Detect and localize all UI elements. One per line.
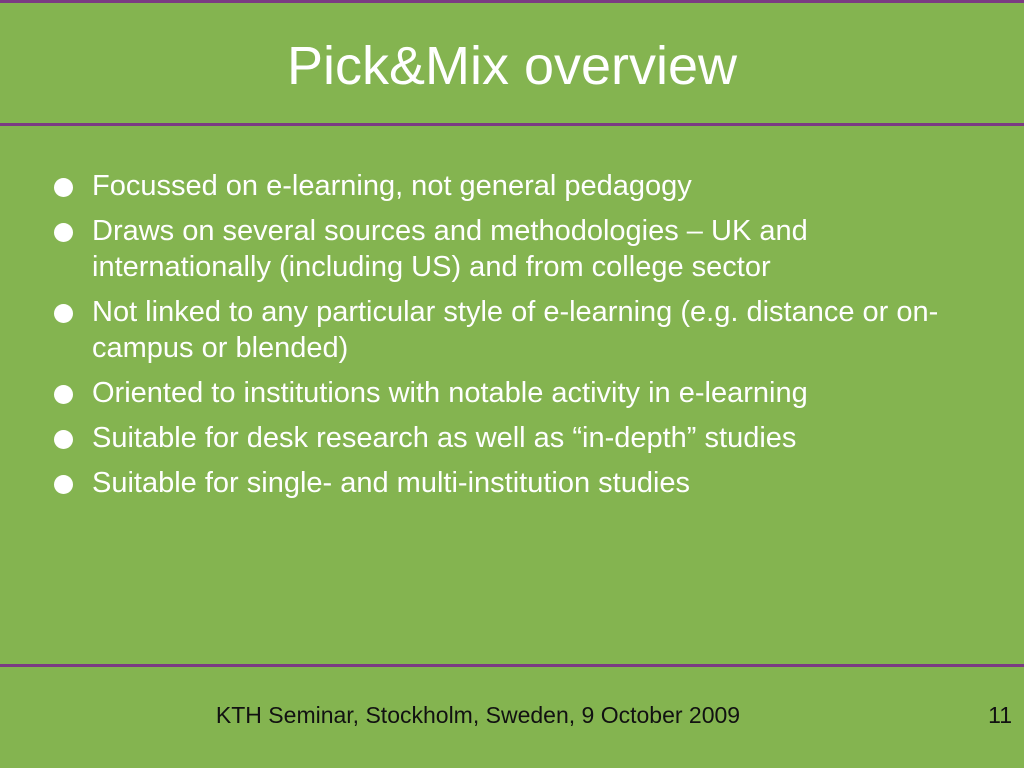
bullet-dot-icon bbox=[54, 475, 73, 494]
bullet-dot-icon bbox=[54, 304, 73, 323]
bullet-item bbox=[54, 420, 954, 456]
top-divider bbox=[0, 0, 1024, 3]
bullet-dot-icon bbox=[54, 178, 73, 197]
bullet-text: Focussed on e-learning, not general pedagogy bbox=[92, 170, 692, 202]
footer-divider bbox=[0, 664, 1024, 667]
bullet-item bbox=[54, 294, 954, 366]
bullet-text: Oriented to institutions with notable activity in e-learning bbox=[92, 377, 808, 409]
bullet-dot-icon bbox=[54, 430, 73, 449]
bullet-text: Suitable for desk research as well as “in-depth” studies bbox=[92, 422, 797, 454]
bullet-text: Draws on several sources and methodologies – UK and internationally (including US) and from college sector bbox=[92, 215, 808, 283]
footer-text: KTH Seminar, Stockholm, Sweden, 9 October 2009 bbox=[215, 702, 741, 728]
bullet-item bbox=[54, 375, 954, 411]
bullet-item bbox=[54, 168, 954, 204]
bullet-item bbox=[54, 465, 954, 501]
bullet-item bbox=[54, 213, 954, 285]
page-number: 11 bbox=[988, 702, 1012, 728]
bullet-dot-icon bbox=[54, 385, 73, 404]
slide-title: Pick&Mix overview bbox=[286, 36, 738, 96]
bullet-list bbox=[54, 168, 954, 510]
title-divider bbox=[0, 123, 1024, 126]
bullet-text: Not linked to any particular style of e-learning (e.g. distance or on-campus or blended) bbox=[92, 296, 939, 364]
bullet-dot-icon bbox=[54, 223, 73, 242]
bullet-text: Suitable for single- and multi-institution studies bbox=[92, 467, 691, 499]
